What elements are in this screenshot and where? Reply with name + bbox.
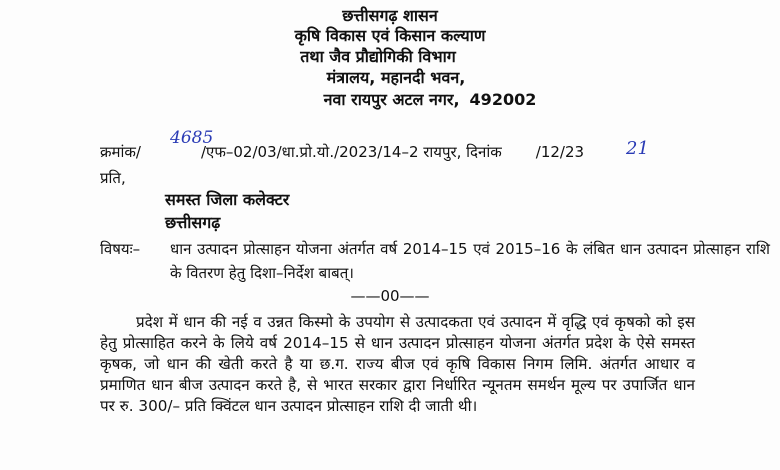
handwritten-reference-number: 4685 — [170, 128, 214, 148]
addressee-prefix: प्रति, — [100, 169, 126, 187]
subject-text: धान उत्पादन प्रोत्साहन योजना अंतर्गत वर्ष 2014–15 एवं 2015–16 के लंबित धान उत्पादन प्रोत्साहन राशि के वितरण हेतु दिशा–निर्देश बाबत्। — [170, 240, 770, 282]
header-city — [40, 90, 780, 110]
reference-line: क्रमांक/ /एफ–02/03/धा.प्रो.यो./2023/14–2 रायपुर, दिनांक /12/23 — [100, 143, 585, 161]
header-department: कृषि विकास एवं किसान कल्याण — [294, 26, 486, 45]
handwritten-date-day: 21 — [626, 138, 649, 159]
body-paragraph: प्रदेश में धान की नई व उन्नत किस्मो के उपयोग से उत्पादकता एवं उत्पादन में वृद्धि एवं कृषको को इस हेतु प्रोत्साहित करने के लिये वर्ष 2014–15 से धान उत्पादन प्रोत्साहन योजना अंतर्गत प्रदेश के ऐसे समस्त कृषक, जो धान की खेती करते है या छ.ग. राज्य बीज एवं कृषि विकास निगम लिमि. अंतर्गत आधार व प्रमाणित धान बीज उत्पादन करते है, से भारत सरकार द्वारा निर्धारित न्यूनतम समर्थन मूल्य पर उपार्जित धान पर रु. 300/– प्रति क्विंटल धान उत्पादन प्रोत्साहन राशि दी जाती थी। — [100, 313, 695, 415]
reference-date: /12/23 — [535, 143, 585, 161]
addressee-name: समस्त जिला कलेक्टर — [165, 190, 290, 209]
subject-label: विषयः– — [100, 240, 141, 258]
reference-label: क्रमांक — [100, 143, 136, 161]
header-department-cont: तथा जैव प्रौद्योगिकी विभाग — [300, 47, 456, 66]
header-ministry: मंत्रालय, महानदी भवन, — [326, 68, 466, 87]
header-pincode: 492002 — [469, 90, 537, 109]
header-city-name: नवा रायपुर अटल नगर, — [323, 90, 460, 109]
addressee-state: छत्तीसगढ़ — [165, 213, 221, 232]
section-divider: ——00—— — [350, 287, 430, 305]
reference-code: /एफ–02/03/धा.प्रो.यो./2023/14–2 रायपुर, दिनांक — [200, 143, 502, 161]
header-government: छत्तीसगढ़ शासन — [342, 6, 438, 25]
